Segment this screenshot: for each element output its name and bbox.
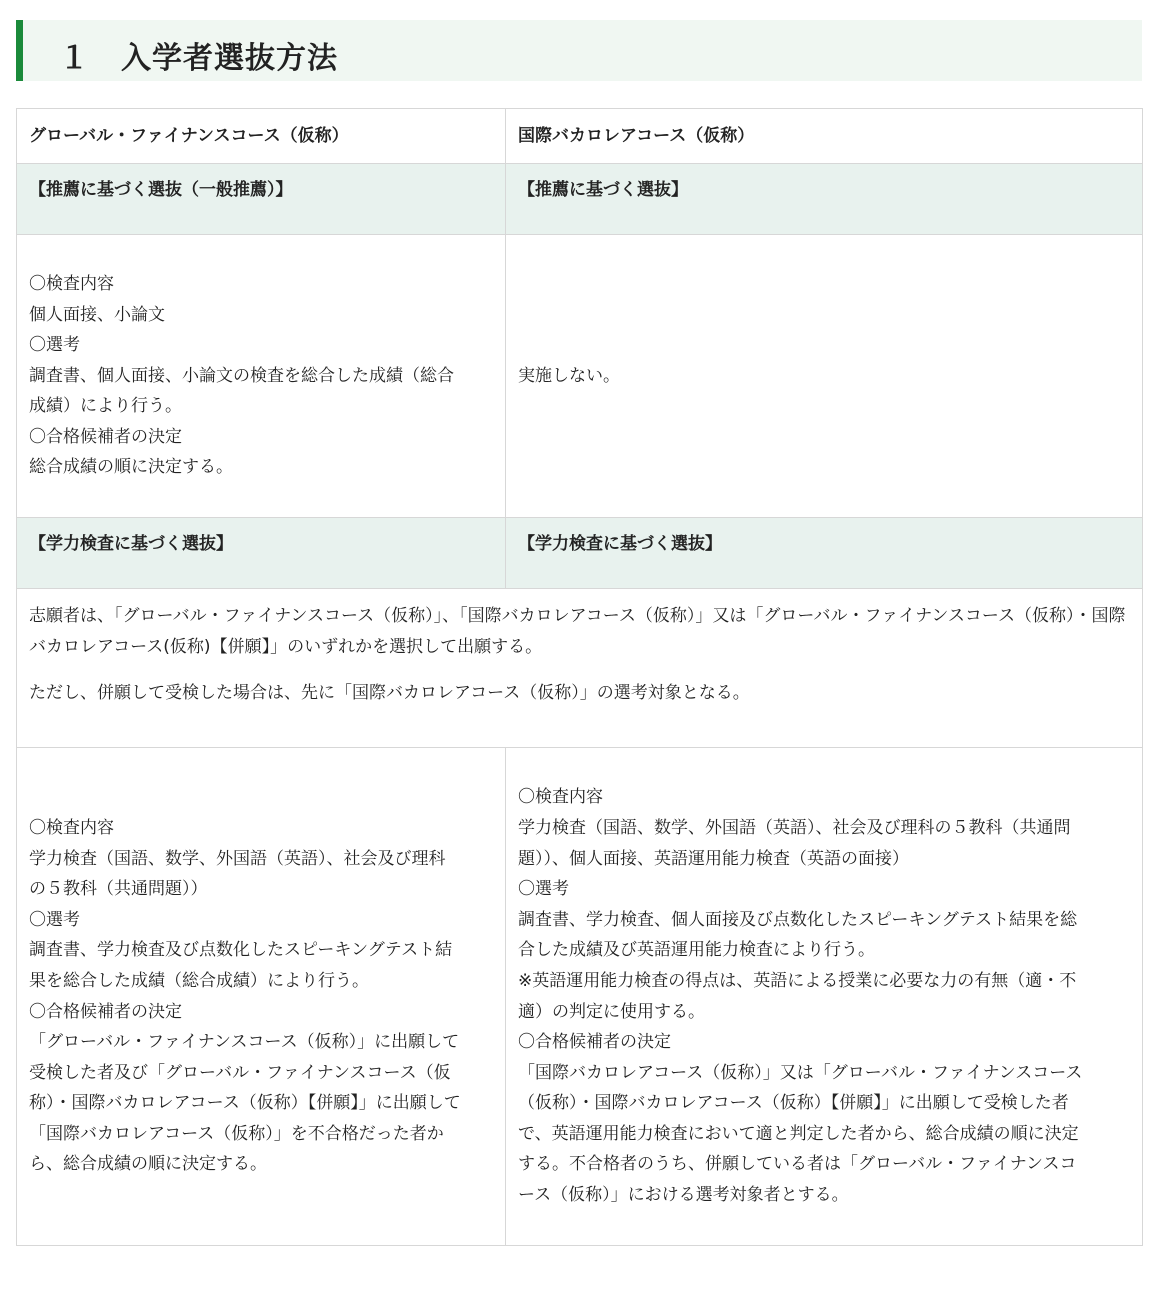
text-line: 「国際バカロレアコース（仮称）」又は「グローバル・ファイナンスコース xyxy=(518,1062,1083,1083)
recommendation-header-right: 【推薦に基づく選抜】 xyxy=(506,164,1143,235)
text-line: 調査書、学力検査及び点数化したスピーキングテスト結 xyxy=(29,940,453,961)
text-line: 適）の判定に使用する。 xyxy=(518,1001,705,1022)
text-line: 〇検査内容 xyxy=(29,817,114,838)
text-line: 題））、個人面接、英語運用能力検査（英語の面接） xyxy=(518,848,909,869)
application-note xyxy=(17,589,1143,748)
note-paragraph: ただし、併願して受検した場合は、先に「国際バカロレアコース（仮称）」の選考対象となる。 xyxy=(29,683,750,704)
text-line: 称）・国際バカロレアコース（仮称）【併願】」に出願して xyxy=(29,1093,461,1114)
ability-header-left: 【学力検査に基づく選抜】 xyxy=(17,518,506,589)
text-line: （仮称）・国際バカロレアコース（仮称）【併願】」に出願して受検した者 xyxy=(518,1093,1069,1114)
text-line: 〇合格候補者の決定 xyxy=(29,426,182,447)
recommendation-content-row xyxy=(17,235,1143,518)
text-line: 〇検査内容 xyxy=(29,273,114,294)
text-line: 〇選考 xyxy=(518,879,569,900)
ability-header-right: 【学力検査に基づく選抜】 xyxy=(506,518,1143,589)
course-header-row xyxy=(17,109,1143,164)
course-header-ib: 国際バカロレアコース（仮称） xyxy=(506,109,1143,164)
note-paragraph: 志願者は、「グローバル・ファイナンスコース（仮称）」、「国際バカロレアコース（仮称）」又は「グローバル・ファイナンスコース（仮称）・国際バカロレアコース(仮称)【併願】」のいずれかを選択して出願する。 xyxy=(29,606,1126,657)
text-line: 受検した者及び「グローバル・ファイナンスコース（仮 xyxy=(29,1062,451,1083)
recommendation-header-row xyxy=(17,164,1143,235)
recommendation-header-left: 【推薦に基づく選抜（一般推薦）】 xyxy=(17,164,506,235)
text-line: 〇合格候補者の決定 xyxy=(518,1032,671,1053)
text-line: 果を総合した成績（総合成績）により行う。 xyxy=(29,970,369,991)
ability-content-row xyxy=(17,748,1143,1246)
text-line: 〇検査内容 xyxy=(518,787,603,808)
ability-content-left xyxy=(17,748,506,1246)
text-line: 個人面接、小論文 xyxy=(29,304,165,325)
section-title: １ 入学者選抜方法 xyxy=(59,41,338,76)
selection-method-table xyxy=(16,108,1143,1246)
recommendation-content-right: 実施しない。 xyxy=(506,235,1143,518)
text-line: で、英語運用能力検査において適と判定した者から、総合成績の順に決定 xyxy=(518,1123,1079,1144)
text-line: ※英語運用能力検査の得点は、英語による授業に必要な力の有無（適・不 xyxy=(518,970,1077,991)
text-line: 合した成績及び英語運用能力検査により行う。 xyxy=(518,940,875,961)
text-line: 「グローバル・ファイナンスコース（仮称）」に出願して xyxy=(29,1032,460,1053)
text-line: 「国際バカロレアコース（仮称）」を不合格だった者か xyxy=(29,1123,444,1144)
text-line: 学力検査（国語、数学、外国語（英語）、社会及び理科 xyxy=(29,848,446,869)
text-line: 〇選考 xyxy=(29,335,80,356)
text-line: 学力検査（国語、数学、外国語（英語）、社会及び理科の５教科（共通問 xyxy=(518,817,1071,838)
application-note-row xyxy=(17,589,1143,748)
course-header-global-finance: グローバル・ファイナンスコース（仮称） xyxy=(17,109,506,164)
text-line: 総合成績の順に決定する。 xyxy=(29,457,233,478)
recommendation-content-left xyxy=(17,235,506,518)
text-line: 〇合格候補者の決定 xyxy=(29,1001,182,1022)
text-line: する。不合格者のうち、併願している者は「グローバル・ファイナンスコ xyxy=(518,1154,1077,1175)
text-line: 調査書、個人面接、小論文の検査を総合した成績（総合 xyxy=(29,365,454,386)
section-heading xyxy=(16,20,1142,81)
ability-header-row xyxy=(17,518,1143,589)
text-line: 成績）により行う。 xyxy=(29,396,182,417)
text-line: ース（仮称）」における選考対象者とする。 xyxy=(518,1185,849,1206)
text-line: ら、総合成績の順に決定する。 xyxy=(29,1154,267,1175)
text-line: 調査書、学力検査、個人面接及び点数化したスピーキングテスト結果を総 xyxy=(518,909,1078,930)
text-line: 〇選考 xyxy=(29,909,80,930)
text-line: の５教科（共通問題）） xyxy=(29,879,208,900)
ability-content-right xyxy=(506,748,1143,1246)
